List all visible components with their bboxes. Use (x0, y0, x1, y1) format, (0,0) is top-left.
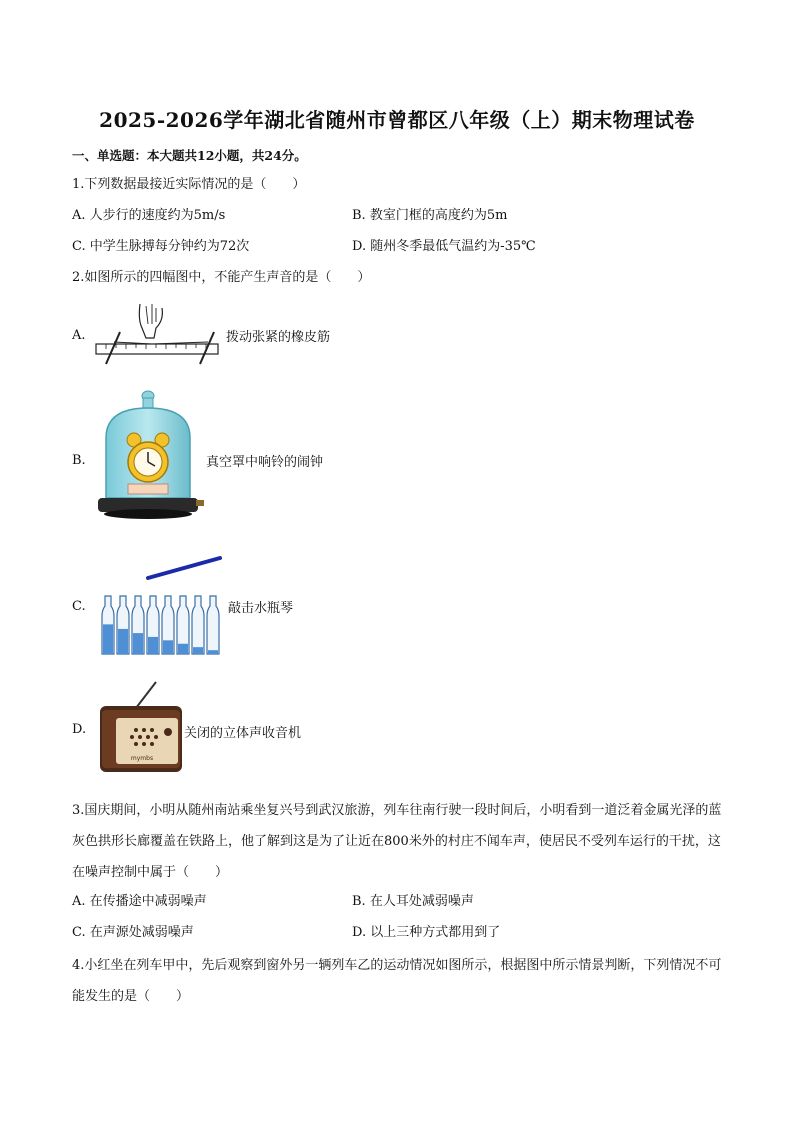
radio-brand-text: mymbs (130, 755, 154, 762)
page-title: 2025-2026学年湖北省随州市曾都区八年级（上）期末物理试卷 (99, 108, 695, 132)
q1-option-b: B. 教室门框的高度约为5m (352, 208, 508, 223)
q2-option-a-label: A. (72, 328, 86, 343)
q3-option-c: C. 在声源处减弱噪声 (72, 925, 194, 940)
q4-stem: 4.小红坐在列车甲中，先后观察到窗外另一辆列车乙的运动情况如图所示，根据图中所示情景判断，下列情况不可能发生的是（ ） (72, 958, 722, 1004)
q3-option-a: A. 在传播途中减弱噪声 (72, 894, 207, 909)
bottle-water (208, 650, 218, 654)
bottle-water (118, 629, 128, 654)
q3-option-b: B. 在人耳处减弱噪声 (352, 894, 474, 909)
bottle-water (148, 637, 158, 654)
q3-stem: 3.国庆期间，小明从随州南站乘坐复兴号到武汉旅游，列车往南行驶一段时间后，小明看到一道泛着金属光泽的蓝灰色拱形长廊覆盖在铁路上，他了解到这是为了让近在800米外的村庄不闻车声，使居民不受列车运行的干扰，这在噪声控制中属于（ ） (72, 803, 722, 880)
bottle-water (178, 644, 188, 654)
bell-jar-figure (92, 388, 204, 524)
water-bottle-figure (92, 552, 228, 660)
q2-option-a-caption: 拨动张紧的橡皮筋 (226, 330, 331, 345)
q2-option-d-caption: 关闭的立体声收音机 (184, 726, 302, 741)
bottle-water (103, 624, 113, 654)
bottle (207, 596, 219, 654)
bottle (192, 596, 204, 654)
section-heading: 一、单选题：本大题共12小题，共24分。 (72, 148, 307, 163)
q2-option-d-label: D. (72, 722, 87, 737)
bottle-water (163, 640, 173, 654)
bottle-water (133, 633, 143, 654)
q2-option-b-caption: 真空罩中响铃的闹钟 (206, 455, 324, 470)
q2-option-b-label: B. (72, 453, 86, 468)
radio-figure (96, 674, 186, 778)
mallet-icon (148, 558, 220, 578)
q1-option-a: A. 人步行的速度约为5m/s (72, 208, 226, 223)
q2-stem: 2.如图所示的四幅图中，不能产生声音的是（ ） (72, 270, 371, 285)
q3-option-d: D. 以上三种方式都用到了 (352, 925, 501, 940)
q1-stem: 1.下列数据最接近实际情况的是（ ） (72, 177, 306, 192)
q1-option-d: D. 随州冬季最低气温约为-35℃ (352, 239, 536, 254)
q2-option-c-caption: 敲击水瓶琴 (228, 601, 294, 616)
q2-option-c-label: C. (72, 599, 86, 614)
rubber-band-figure (92, 298, 222, 370)
bottle-water (193, 647, 203, 654)
q1-option-c: C. 中学生脉搏每分钟约为72次 (72, 239, 250, 254)
